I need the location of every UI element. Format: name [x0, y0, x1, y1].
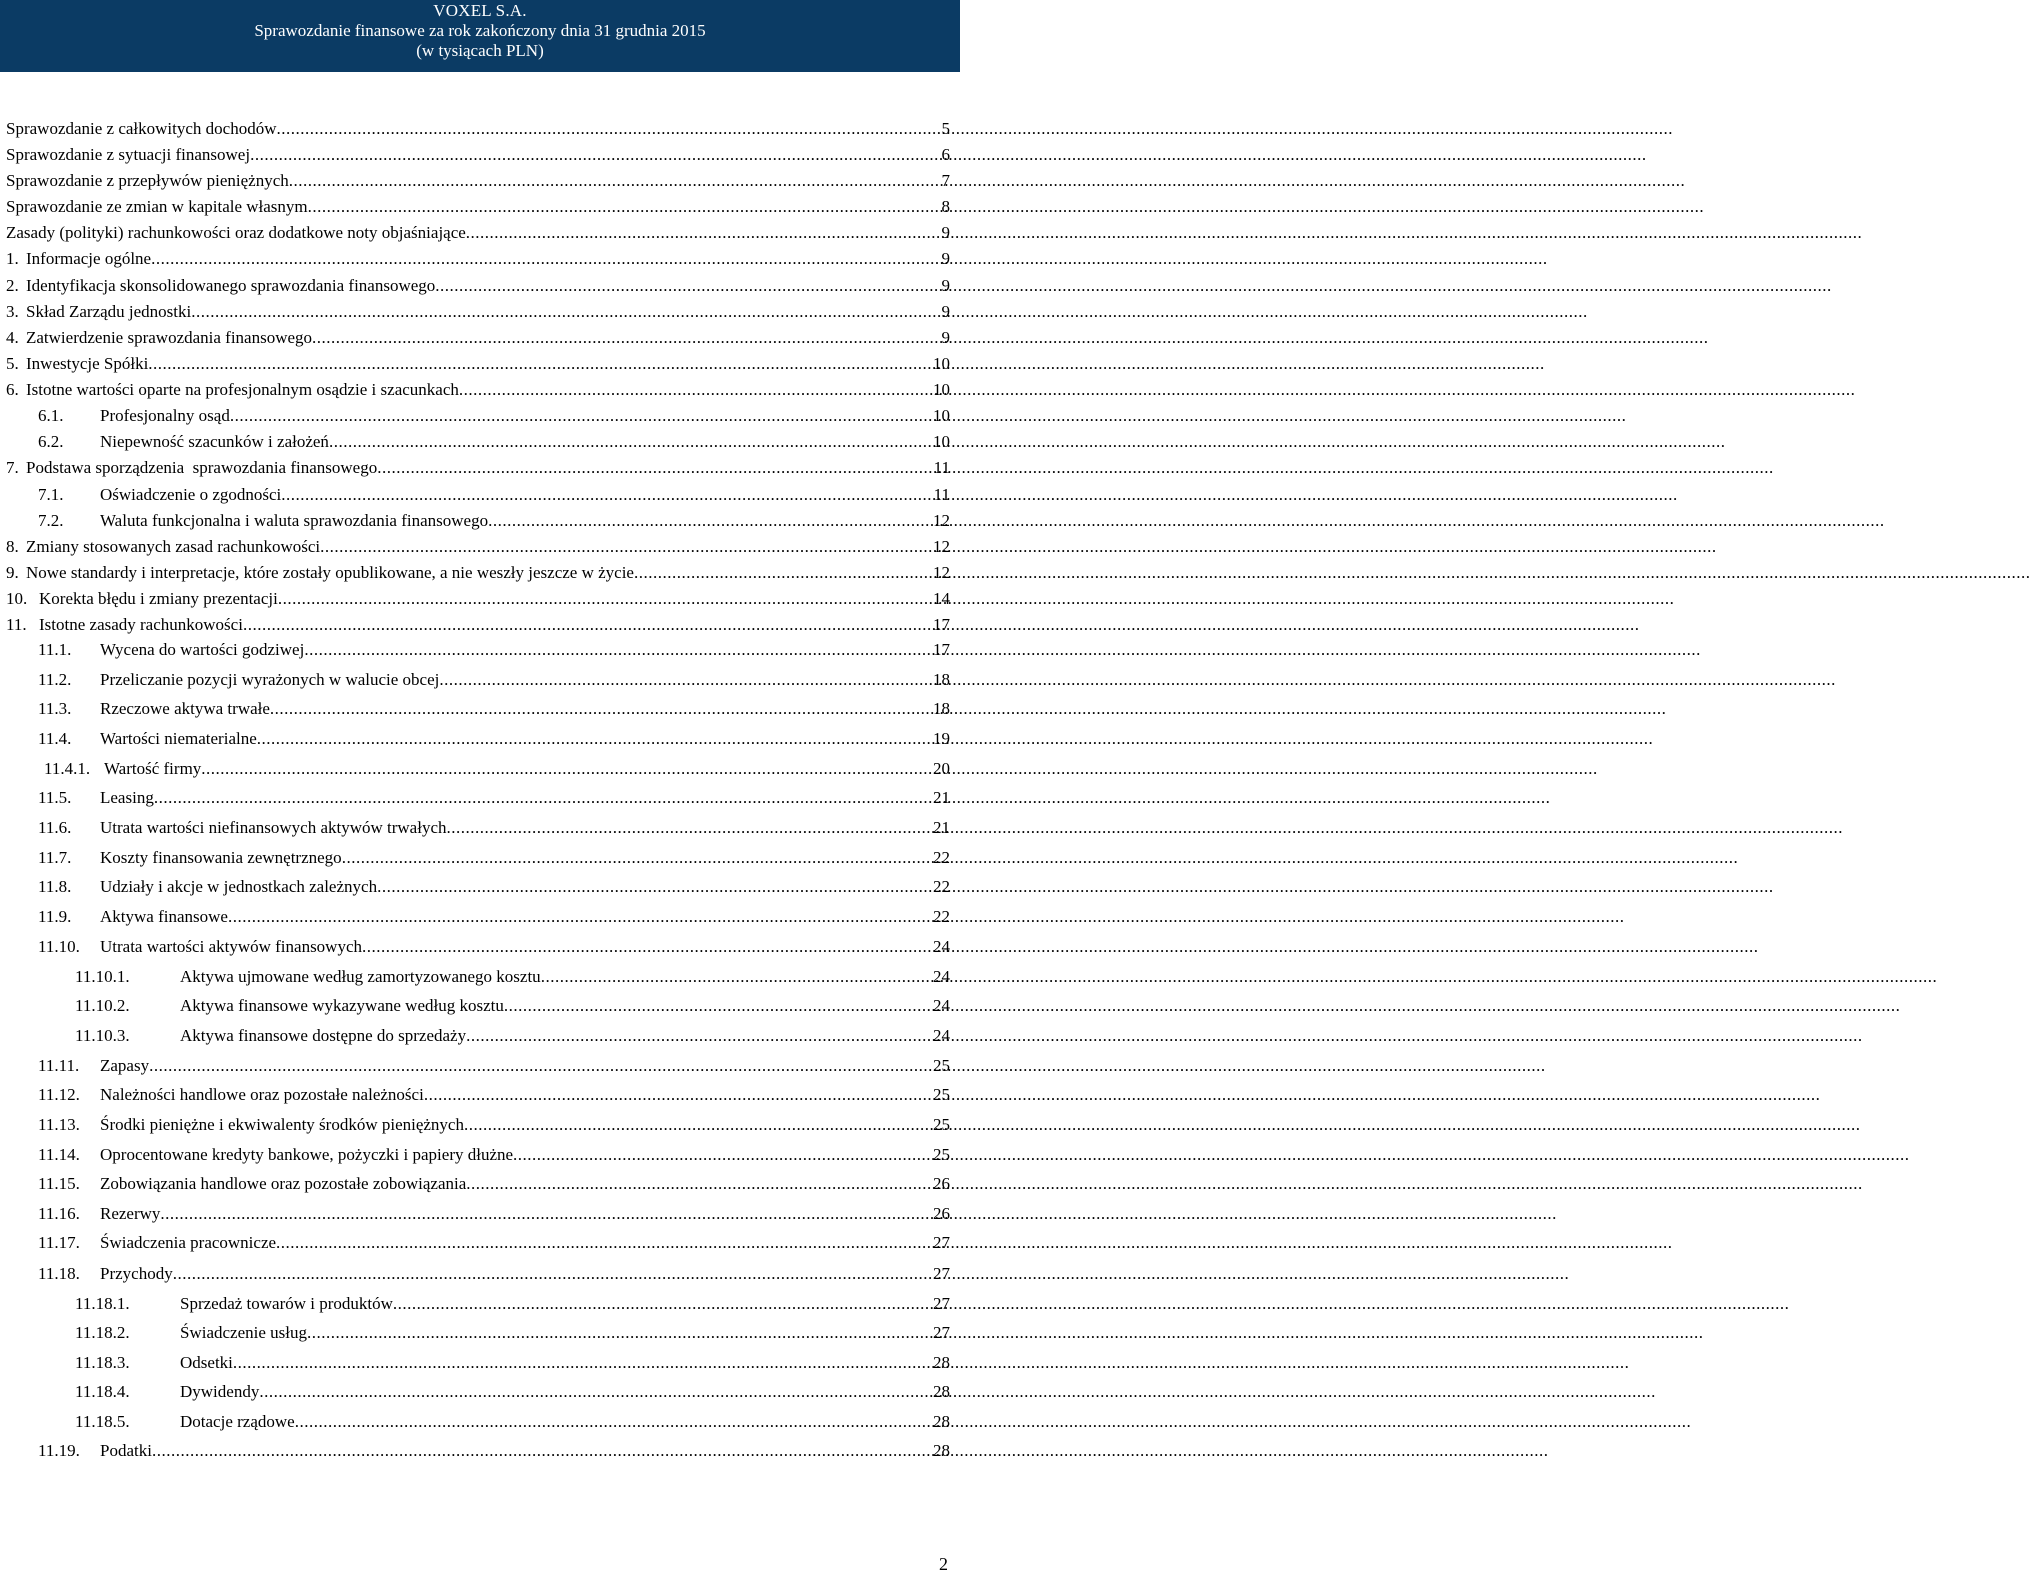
toc-entry-title: Udziały i akcje w jednostkach zależnych: [100, 877, 378, 896]
toc-entry-number: 11.13.: [38, 1115, 80, 1134]
dot-leader: [295, 1410, 932, 1434]
toc-entry[interactable]: [38, 816, 950, 840]
toc-entry-page: 28: [933, 1412, 950, 1431]
document-header: [0, 0, 960, 72]
toc-entry-title: Informacje ogólne: [26, 249, 152, 268]
toc-entry-page: 9: [941, 249, 950, 268]
toc-entry-number: 11.10.1.: [75, 967, 130, 986]
toc-entry-title: Zatwierdzenie sprawozdania finansowego: [26, 328, 313, 347]
toc-entry-title: Zapasy: [100, 1056, 150, 1075]
dot-leader: [466, 1172, 932, 1196]
toc-entry-number: 11.10.2.: [75, 996, 130, 1015]
dot-leader: [377, 456, 932, 480]
toc-entry-number: 11.3.: [38, 699, 72, 718]
dot-leader: [230, 404, 932, 428]
toc-entry-number: 11.10.: [38, 937, 80, 956]
dot-leader: [160, 1202, 932, 1226]
toc-entry[interactable]: [6, 456, 950, 480]
dot-leader: [270, 697, 932, 721]
dot-leader: [278, 587, 932, 611]
toc-entry[interactable]: [75, 1351, 950, 1375]
toc-entry-page: 11: [933, 458, 950, 477]
toc-entry-page: 25: [933, 1085, 950, 1104]
toc-entry[interactable]: [75, 1292, 950, 1316]
toc-entry-title: Utrata wartości niefinansowych aktywów trwałych: [100, 818, 447, 837]
dot-leader: [466, 1024, 932, 1048]
toc-entry-title: Aktywa finansowe: [100, 907, 228, 926]
toc-entry[interactable]: [38, 786, 950, 810]
toc-entry-page: 5: [941, 119, 950, 138]
toc-entry-title: Sprawozdanie ze zmian w kapitale własnym: [6, 197, 308, 216]
toc-entry[interactable]: [75, 1410, 950, 1434]
toc-entry[interactable]: [75, 1380, 950, 1404]
toc-entry-page: 18: [933, 699, 950, 718]
toc-entry-number: 7.2.: [38, 511, 64, 530]
toc-entry-number: 11.2.: [38, 670, 72, 689]
toc-entry-title: Odsetki: [180, 1353, 233, 1372]
toc-entry-page: 26: [933, 1174, 950, 1193]
toc-entry[interactable]: [38, 1231, 950, 1255]
toc-entry[interactable]: [75, 965, 950, 989]
toc-entry-title: Leasing: [100, 788, 154, 807]
toc-entry-number: 9.: [6, 563, 19, 582]
toc-entry[interactable]: [38, 1172, 950, 1196]
toc-entry-number: 6.: [6, 380, 19, 399]
toc-entry[interactable]: [6, 613, 950, 637]
toc-entry[interactable]: [38, 875, 950, 899]
toc-entry-title: Wartości niematerialne: [100, 729, 257, 748]
toc-entry-title: Oświadczenie o zgodności: [100, 485, 282, 504]
dot-leader: [362, 935, 932, 959]
toc-entry-page: 27: [933, 1233, 950, 1252]
toc-entry-title: Należności handlowe oraz pozostałe należności: [100, 1085, 424, 1104]
toc-entry[interactable]: [6, 352, 950, 376]
toc-entry-page: 6: [941, 145, 950, 164]
dot-leader: [342, 846, 932, 870]
toc-entry-number: 5.: [6, 354, 19, 373]
dot-leader: [435, 274, 940, 298]
toc-entry-number: 7.1.: [38, 485, 64, 504]
toc-entry[interactable]: [75, 1024, 950, 1048]
dot-leader: [329, 430, 932, 454]
dot-leader: [447, 816, 933, 840]
toc-entry[interactable]: [38, 638, 950, 662]
toc-entry[interactable]: [38, 935, 950, 959]
toc-entry-title: Koszty finansowania zewnętrznego: [100, 848, 342, 867]
toc-entry[interactable]: [6, 117, 950, 141]
toc-entry-page: 24: [933, 967, 950, 986]
toc-entry-page: 24: [933, 996, 950, 1015]
toc-entry[interactable]: [38, 1202, 950, 1226]
toc-entry-number: 11.12.: [38, 1085, 80, 1104]
toc-entry-page: 12: [933, 537, 950, 556]
toc-entry-page: 22: [933, 848, 950, 867]
dot-leader: [228, 905, 932, 929]
toc-entry[interactable]: [38, 483, 950, 507]
toc-entry[interactable]: [38, 697, 950, 721]
toc-entry-title: Zmiany stosowanych zasad rachunkowości: [26, 537, 321, 556]
toc-entry-number: 11.14.: [38, 1145, 80, 1164]
toc-entry-page: 27: [933, 1264, 950, 1283]
toc-entry-number: 11.18.1.: [75, 1294, 130, 1313]
dot-leader: [289, 169, 941, 193]
toc-entry-title: Przeliczanie pozycji wyrażonych w walucie obcej: [100, 670, 440, 689]
toc-entry-page: 9: [941, 302, 950, 321]
dot-leader: [259, 1380, 932, 1404]
company-name: VOXEL S.A.: [433, 1, 527, 20]
toc-entry-title: Waluta funkcjonalna i waluta sprawozdania finansowego: [100, 511, 489, 530]
toc-entry-page: 10: [933, 354, 950, 373]
toc-entry-title: Wycena do wartości godziwej: [100, 640, 305, 659]
toc-entry-page: 28: [933, 1441, 950, 1460]
toc-entry[interactable]: [75, 1321, 950, 1345]
toc-entry[interactable]: [75, 994, 950, 1018]
toc-entry-page: 17: [933, 615, 950, 634]
toc-entry[interactable]: [38, 430, 950, 454]
dot-leader: [250, 143, 940, 167]
dot-leader: [377, 875, 932, 899]
toc-entry-title: Aktywa finansowe wykazywane według kosztu: [180, 996, 504, 1015]
dot-leader: [173, 1262, 932, 1286]
toc-entry[interactable]: [38, 1054, 950, 1078]
toc-entry-title: Sprawozdanie z całkowitych dochodów: [6, 119, 277, 138]
toc-entry-title: Korekta błędu i zmiany prezentacji: [39, 589, 278, 608]
toc-entry-title: Identyfikacja skonsolidowanego sprawozdania finansowego: [26, 276, 436, 295]
toc-entry-title: Skład Zarządu jednostki: [26, 302, 192, 321]
toc-entry[interactable]: [6, 535, 950, 559]
toc-entry-page: 25: [933, 1115, 950, 1134]
toc-entry-page: 24: [933, 1026, 950, 1045]
toc-entry-number: 11.4.1.: [44, 759, 91, 778]
toc-entry-number: 11.5.: [38, 788, 72, 807]
toc-entry-page: 25: [933, 1056, 950, 1075]
toc-entry[interactable]: [38, 404, 950, 428]
toc-entry-number: 7.: [6, 458, 19, 477]
dot-leader: [541, 965, 932, 989]
dot-leader: [148, 352, 932, 376]
toc-entry-page: 12: [933, 563, 950, 582]
toc-entry-title: Podatki: [100, 1441, 152, 1460]
toc-entry-title: Wartość firmy: [104, 759, 202, 778]
dot-leader: [276, 1231, 932, 1255]
dot-leader: [634, 561, 932, 585]
dot-leader: [233, 1351, 932, 1375]
toc-entry-title: Przychody: [100, 1264, 173, 1283]
toc-entry-title: Nowe standardy i interpretacje, które zostały opublikowane, a nie weszły jeszcze w życie: [26, 563, 634, 582]
toc-entry-number: 4.: [6, 328, 19, 347]
dot-leader: [304, 638, 932, 662]
toc-entry-number: 11.: [6, 615, 27, 634]
toc-entry-number: 11.18.4.: [75, 1382, 130, 1401]
toc-entry-number: 11.9.: [38, 907, 72, 926]
toc-entry[interactable]: [38, 1083, 950, 1107]
toc-entry-page: 24: [933, 937, 950, 956]
toc-entry[interactable]: [38, 905, 950, 929]
toc-entry[interactable]: [6, 300, 950, 324]
toc-entry-page: 10: [933, 432, 950, 451]
toc-entry-page: 27: [933, 1294, 950, 1313]
toc-entry[interactable]: [6, 561, 950, 585]
toc-entry[interactable]: [38, 727, 950, 751]
dot-leader: [277, 117, 941, 141]
toc-entry-page: 9: [941, 328, 950, 347]
toc-entry-title: Aktywa finansowe dostępne do sprzedaży: [180, 1026, 467, 1045]
toc-entry-page: 25: [933, 1145, 950, 1164]
toc-entry-page: 22: [933, 877, 950, 896]
toc-entry[interactable]: [38, 1113, 950, 1137]
toc-entry-page: 22: [933, 907, 950, 926]
dot-leader: [312, 326, 940, 350]
dot-leader: [320, 535, 932, 559]
toc-entry-page: 8: [941, 197, 950, 216]
toc-entry[interactable]: [6, 247, 950, 271]
dot-leader: [257, 727, 932, 751]
toc-entry[interactable]: [44, 757, 950, 781]
dot-leader: [281, 483, 932, 507]
toc-entry[interactable]: [6, 143, 950, 167]
toc-entry-title: Aktywa ujmowane według zamortyzowanego kosztu: [180, 967, 541, 986]
toc-entry-page: 20: [933, 759, 950, 778]
toc-entry-page: 7: [941, 171, 950, 190]
toc-entry-title: Dotacje rządowe: [180, 1412, 295, 1431]
dot-leader: [513, 1143, 932, 1167]
toc-entry[interactable]: [6, 378, 950, 402]
toc-entry-page: 28: [933, 1353, 950, 1372]
toc-entry-title: Świadczenia pracownicze: [100, 1233, 277, 1252]
toc-entry-number: 1.: [6, 249, 19, 268]
toc-entry-page: 10: [933, 380, 950, 399]
toc-entry-title: Zobowiązania handlowe oraz pozostałe zobowiązania: [100, 1174, 467, 1193]
toc-entry-page: 9: [941, 223, 950, 242]
dot-leader: [152, 1439, 932, 1463]
toc-entry-number: 6.1.: [38, 406, 64, 425]
dot-leader: [149, 1054, 932, 1078]
dot-leader: [424, 1083, 932, 1107]
toc-entry-page: 28: [933, 1382, 950, 1401]
toc-entry[interactable]: [38, 668, 950, 692]
toc-entry-title: Istotne wartości oparte na profesjonalnym osądzie i szacunkach: [26, 380, 459, 399]
dot-leader: [191, 300, 940, 324]
dot-leader: [439, 668, 932, 692]
toc-entry-title: Istotne zasady rachunkowości: [39, 615, 243, 634]
toc-entry-page: 21: [933, 818, 950, 837]
toc-entry-page: 9: [941, 276, 950, 295]
toc-entry-title: Świadczenie usług: [180, 1323, 307, 1342]
toc-entry-page: 17: [933, 640, 950, 659]
toc-entry-number: 11.10.3.: [75, 1026, 130, 1045]
toc-entry-page: 10: [933, 406, 950, 425]
toc-entry-title: Rezerwy: [100, 1204, 161, 1223]
toc-entry[interactable]: [38, 1262, 950, 1286]
toc-entry-title: Zasady (polityki) rachunkowości oraz dodatkowe noty objaśniające: [6, 223, 466, 242]
report-title: Sprawozdanie finansowe za rok zakończony dnia 31 grudnia 2015: [254, 21, 706, 40]
toc-entry[interactable]: [6, 169, 950, 193]
toc-entry-number: 11.15.: [38, 1174, 80, 1193]
dot-leader: [504, 994, 932, 1018]
toc-entry-title: Utrata wartości aktywów finansowych: [100, 937, 363, 956]
toc-entry-number: 11.19.: [38, 1441, 80, 1460]
toc-entry-number: 6.2.: [38, 432, 64, 451]
toc-entry[interactable]: [6, 221, 950, 245]
toc-entry-page: 27: [933, 1323, 950, 1342]
toc-entry[interactable]: [38, 846, 950, 870]
toc-entry-number: 11.6.: [38, 818, 72, 837]
toc-entry-number: 11.18.3.: [75, 1353, 130, 1372]
dot-leader: [308, 195, 941, 219]
dot-leader: [243, 613, 932, 637]
dot-leader: [154, 786, 932, 810]
toc-entry-title: Sprzedaż towarów i produktów: [180, 1294, 393, 1313]
toc-entry[interactable]: [6, 274, 950, 298]
toc-entry-page: 18: [933, 670, 950, 689]
toc-entry-title: Sprawozdanie z sytuacji finansowej: [6, 145, 251, 164]
toc-entry-number: 11.11.: [38, 1056, 80, 1075]
toc-entry-title: Sprawozdanie z przepływów pieniężnych: [6, 171, 289, 190]
toc-entry-title: Środki pieniężne i ekwiwalenty środków pieniężnych: [100, 1115, 464, 1134]
dot-leader: [201, 757, 932, 781]
toc-entry-title: Dywidendy: [180, 1382, 260, 1401]
dot-leader: [459, 378, 932, 402]
toc-entry-number: 11.8.: [38, 877, 72, 896]
toc-entry-page: 14: [933, 589, 950, 608]
toc-entry-number: 8.: [6, 537, 19, 556]
dot-leader: [464, 1113, 932, 1137]
toc-entry-page: 11: [933, 485, 950, 504]
toc-entry-title: Inwestycje Spółki: [26, 354, 149, 373]
toc-entry[interactable]: [6, 587, 950, 611]
toc-entry[interactable]: [38, 509, 950, 533]
toc-entry-title: Profesjonalny osąd: [100, 406, 230, 425]
toc-entry-page: 26: [933, 1204, 950, 1223]
toc-entry-title: Rzeczowe aktywa trwałe: [100, 699, 270, 718]
toc-entry-title: Podstawa sporządzenia sprawozdania finansowego: [26, 458, 378, 477]
toc-entry-page: 12: [933, 511, 950, 530]
currency-units: (w tysiącach PLN): [416, 41, 544, 60]
toc-entry-number: 11.17.: [38, 1233, 80, 1252]
toc-entry-number: 11.4.: [38, 729, 72, 748]
dot-leader: [488, 509, 932, 533]
toc-entry-number: 11.18.2.: [75, 1323, 130, 1342]
toc-entry-number: 11.7.: [38, 848, 72, 867]
toc-entry-page: 21: [933, 788, 950, 807]
dot-leader: [307, 1321, 932, 1345]
toc-entry-title: Niepewność szacunków i założeń: [100, 432, 329, 451]
toc-entry[interactable]: [6, 195, 950, 219]
toc-entry[interactable]: [6, 326, 950, 350]
toc-entry-page: 19: [933, 729, 950, 748]
dot-leader: [393, 1292, 932, 1316]
toc-entry[interactable]: [38, 1143, 950, 1167]
toc-entry-number: 3.: [6, 302, 19, 321]
toc-entry-number: 2.: [6, 276, 19, 295]
page-number: 2: [939, 1554, 948, 1574]
dot-leader: [466, 221, 941, 245]
toc-entry-number: 10.: [6, 589, 28, 608]
dot-leader: [151, 247, 940, 271]
toc-entry-number: 11.16.: [38, 1204, 80, 1223]
toc-entry-title: Oprocentowane kredyty bankowe, pożyczki i papiery dłużne: [100, 1145, 514, 1164]
toc-entry-number: 11.18.5.: [75, 1412, 130, 1431]
toc-entry-number: 11.1.: [38, 640, 72, 659]
toc-entry[interactable]: [38, 1439, 950, 1463]
toc-entry-number: 11.18.: [38, 1264, 80, 1283]
